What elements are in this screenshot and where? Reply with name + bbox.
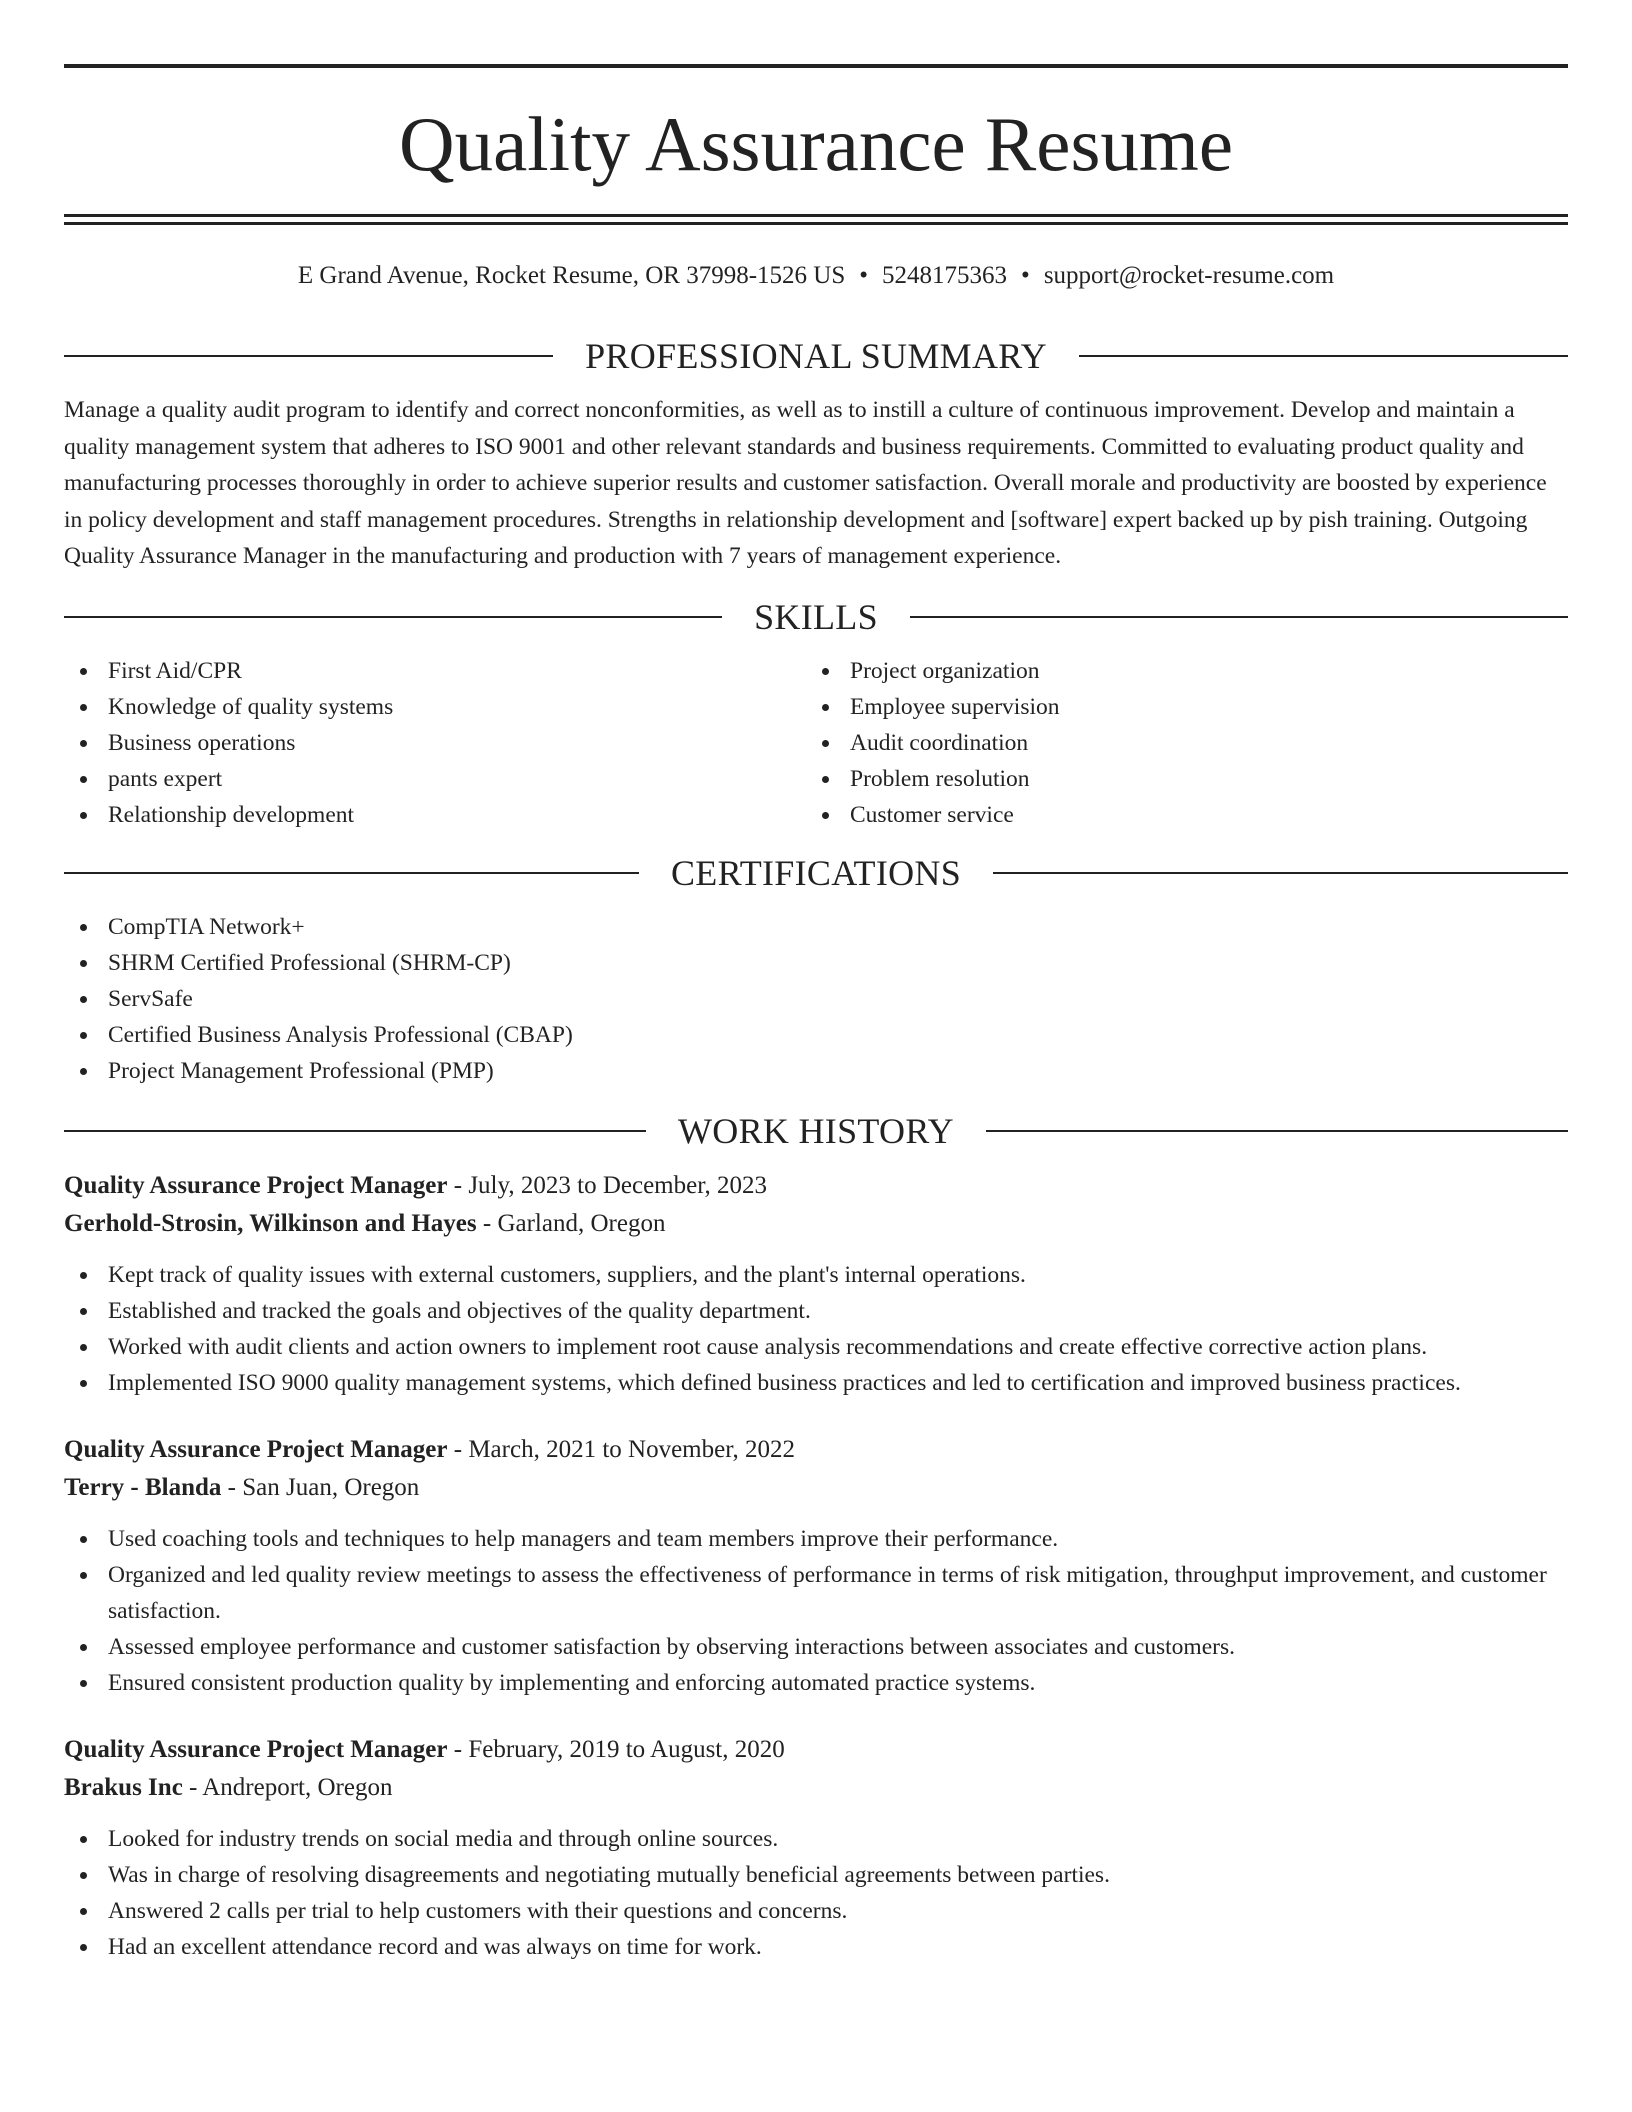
job-company-line: Brakus Inc - Andreport, Oregon	[64, 1773, 393, 1801]
job-bullets	[64, 1821, 1568, 1965]
job-bullet: Was in charge of resolving disagreements and negotiating mutually beneficial agreements between parties.	[64, 1857, 1568, 1893]
job-company: Terry - Blanda	[64, 1473, 222, 1501]
skills-column-right	[806, 653, 1548, 833]
contact-separator: •	[859, 262, 869, 289]
job-bullets	[64, 1257, 1568, 1401]
heading-rule-right	[910, 616, 1568, 618]
job-bullet: Looked for industry trends on social media and through online sources.	[64, 1821, 1568, 1857]
job-title-line: Quality Assurance Project Manager - March, 2021 to November, 2022	[64, 1435, 796, 1463]
certifications-heading	[64, 853, 1568, 893]
contact-email[interactable]: support@rocket-resume.com	[1043, 262, 1335, 289]
summary-text: Manage a quality audit program to identify and correct nonconformities, as well as to instill a culture of continuous improvement. Develop and maintain a quality management system that adheres to ISO 9001 and other relevant standards and business requirements. Committed to evaluating product quality and manufacturing processes thoroughly in order to achieve superior results and customer satisfaction. Overall morale and productivity are boosted by experience in policy development and staff management procedures. Strengths in relationship development and [software] expert backed up by pish training. Outgoing Quality Assurance Manager in the manufacturing and production with 7 years of management experience.	[64, 397, 1547, 569]
title-double-rule	[64, 214, 1568, 225]
heading-rule-left	[64, 872, 639, 874]
certification-item: Certified Business Analysis Professional (CBAP)	[64, 1017, 1568, 1053]
job-bullet: Organized and led quality review meetings to assess the effectiveness of performance in terms of risk mitigation, throughput improvement, and customer satisfaction.	[64, 1557, 1568, 1629]
job-bullet: Worked with audit clients and action owners to implement root cause analysis recommendations and create effective corrective action plans.	[64, 1329, 1568, 1365]
skill-item: Audit coordination	[806, 725, 1548, 761]
work-history-heading	[64, 1111, 1568, 1151]
job-company: Brakus Inc	[64, 1773, 183, 1801]
job-location: Andreport, Oregon	[202, 1773, 393, 1801]
skill-item: Knowledge of quality systems	[64, 689, 806, 725]
certification-item: ServSafe	[64, 981, 1568, 1017]
heading-rule-left	[64, 355, 553, 357]
job-bullet: Implemented ISO 9000 quality management systems, which defined business practices and led to certification and improved business practices.	[64, 1365, 1568, 1401]
heading-rule-right	[986, 1130, 1568, 1132]
skill-item: Business operations	[64, 725, 806, 761]
job-bullet: Answered 2 calls per trial to help customers with their questions and concerns.	[64, 1893, 1568, 1929]
skills-heading-label: SKILLS	[754, 596, 878, 637]
top-rule	[64, 64, 1568, 68]
job-title-line: Quality Assurance Project Manager - July, 2023 to December, 2023	[64, 1171, 768, 1199]
certifications-list	[64, 909, 1568, 1089]
job-entry	[64, 1167, 1568, 1401]
contact-phone: 5248175363	[882, 262, 1008, 289]
certification-item: CompTIA Network+	[64, 909, 1568, 945]
job-bullet: Established and tracked the goals and objectives of the quality department.	[64, 1293, 1568, 1329]
contact-address: E Grand Avenue, Rocket Resume, OR 37998-1526 US	[297, 262, 846, 289]
skills-column-left	[64, 653, 806, 833]
resume-page	[64, 64, 1568, 1965]
skill-item: Customer service	[806, 797, 1548, 833]
summary-heading-label: PROFESSIONAL SUMMARY	[585, 336, 1047, 376]
job-company-line: Terry - Blanda - San Juan, Oregon	[64, 1473, 420, 1501]
job-company-line: Gerhold-Strosin, Wilkinson and Hayes - Garland, Oregon	[64, 1209, 666, 1237]
skills-heading	[64, 597, 1568, 637]
skill-item: First Aid/CPR	[64, 653, 806, 689]
skill-item: Employee supervision	[806, 689, 1548, 725]
job-bullets	[64, 1521, 1568, 1701]
job-entry	[64, 1431, 1568, 1701]
skill-item: Problem resolution	[806, 761, 1548, 797]
contact-line	[64, 259, 1568, 293]
heading-rule-left	[64, 1130, 646, 1132]
job-title-line: Quality Assurance Project Manager - February, 2019 to August, 2020	[64, 1735, 785, 1763]
certification-item: SHRM Certified Professional (SHRM-CP)	[64, 945, 1568, 981]
job-dates: July, 2023 to December, 2023	[468, 1171, 768, 1199]
job-location: Garland, Oregon	[497, 1209, 666, 1237]
job-company: Gerhold-Strosin, Wilkinson and Hayes	[64, 1209, 477, 1237]
skills-list	[64, 653, 1568, 833]
job-dates: March, 2021 to November, 2022	[468, 1435, 796, 1463]
job-dates: February, 2019 to August, 2020	[468, 1735, 785, 1763]
skill-item: pants expert	[64, 761, 806, 797]
job-bullet: Used coaching tools and techniques to help managers and team members improve their performance.	[64, 1521, 1568, 1557]
job-bullet: Kept track of quality issues with external customers, suppliers, and the plant's internal operations.	[64, 1257, 1568, 1293]
summary-heading	[64, 336, 1568, 376]
heading-rule-right	[1079, 355, 1568, 357]
work-history-heading-label: WORK HISTORY	[678, 1110, 954, 1151]
certifications-heading-label: CERTIFICATIONS	[670, 852, 962, 893]
heading-rule-right	[993, 872, 1568, 874]
job-location: San Juan, Oregon	[242, 1473, 420, 1501]
skill-item: Relationship development	[64, 797, 806, 833]
job-entry	[64, 1731, 1568, 1965]
job-title: Quality Assurance Project Manager	[64, 1735, 448, 1763]
contact-separator: •	[1021, 262, 1030, 289]
job-bullet: Had an excellent attendance record and was always on time for work.	[64, 1929, 1568, 1965]
heading-rule-left	[64, 616, 722, 618]
job-title: Quality Assurance Project Manager	[64, 1171, 448, 1199]
job-title: Quality Assurance Project Manager	[64, 1435, 448, 1463]
job-bullet: Ensured consistent production quality by implementing and enforcing automated practice systems.	[64, 1665, 1568, 1701]
skill-item: Project organization	[806, 653, 1548, 689]
certification-item: Project Management Professional (PMP)	[64, 1053, 1568, 1089]
job-bullet: Assessed employee performance and customer satisfaction by observing interactions between associates and customers.	[64, 1629, 1568, 1665]
page-title: Quality Assurance Resume	[399, 101, 1233, 187]
